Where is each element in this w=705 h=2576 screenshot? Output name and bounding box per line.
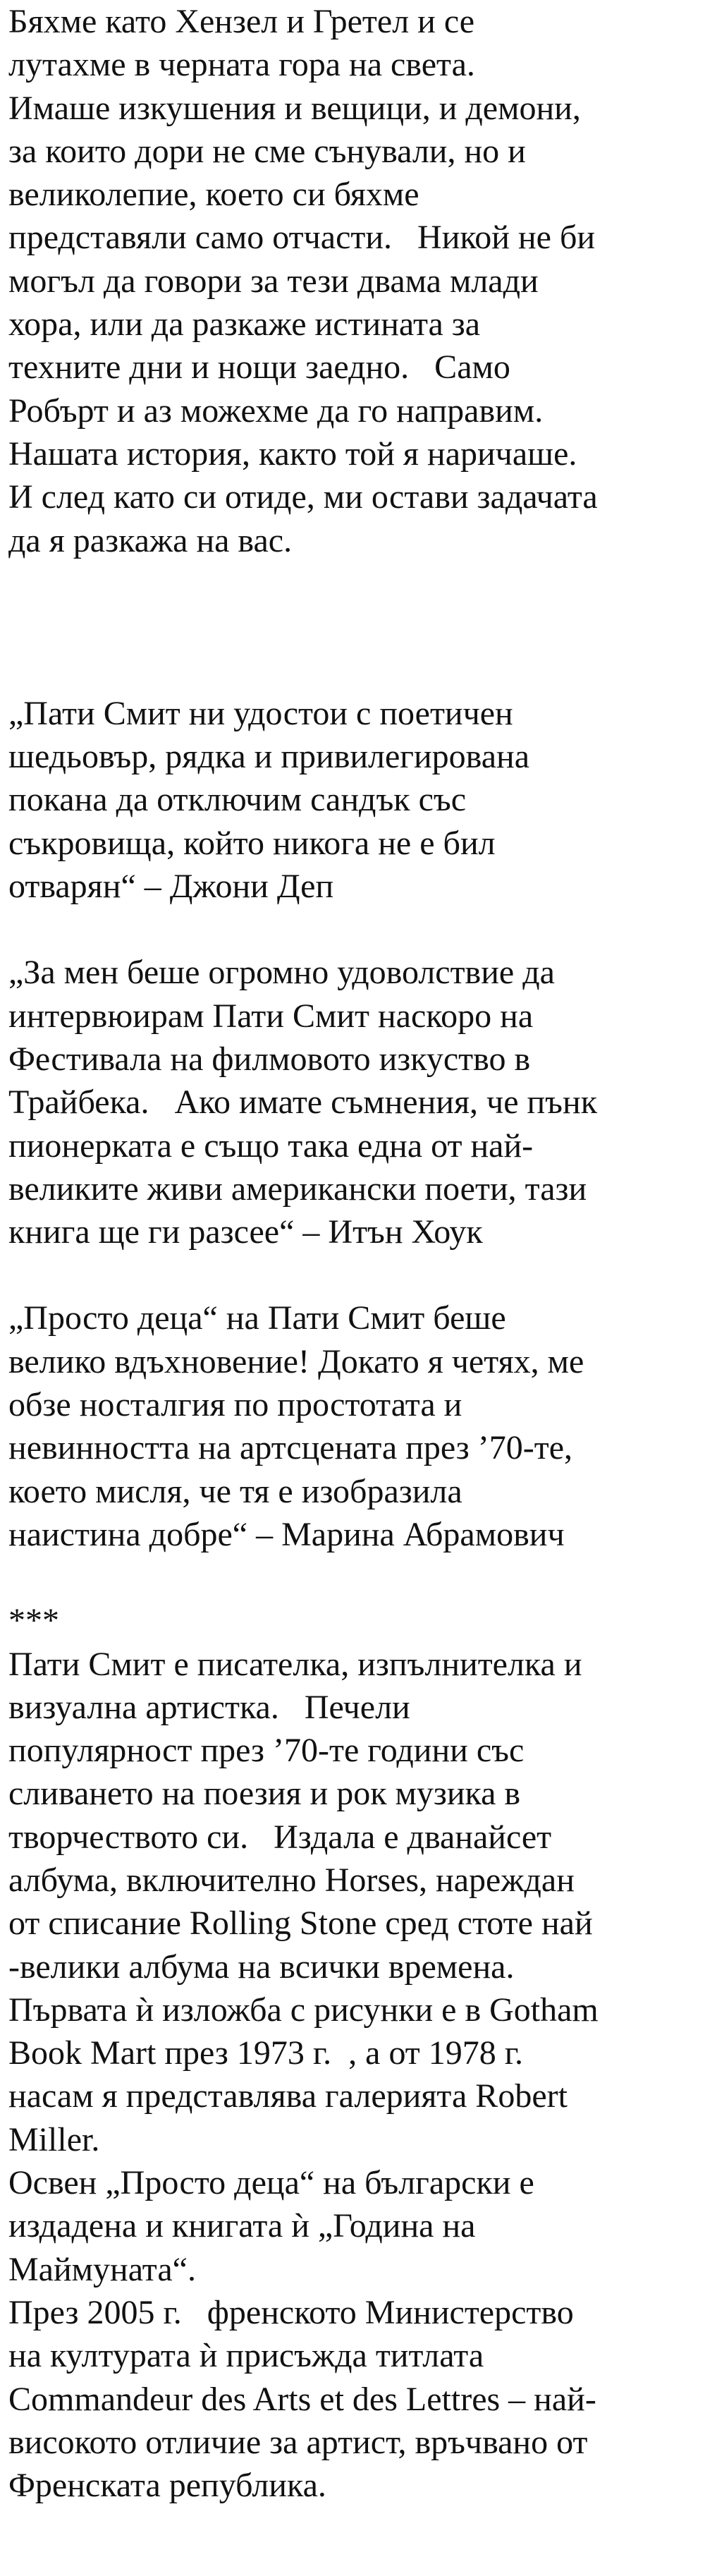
text-line: сливането на поезия и рок музика в xyxy=(8,1775,521,1813)
text-line: обзе носталгия по простотата и xyxy=(8,1386,462,1424)
quote-ethan-hawke xyxy=(8,951,699,1253)
quote-marina-abramovic xyxy=(8,1296,699,1556)
spacer xyxy=(8,562,699,692)
text-line: И след като си отиде, ми остави задачата xyxy=(8,478,598,516)
text-line: Нашата история, както той я наричаше. xyxy=(8,435,577,473)
text-line: издадена и книгата ѝ „Година на xyxy=(8,2207,476,2245)
text-line: творчеството си. Издала е дванайсет xyxy=(8,1818,552,1856)
text-line: интервюирам Пати Смит наскоро на xyxy=(8,997,534,1035)
text-line: шедьовър, рядка и привилегирована xyxy=(8,738,530,776)
quote-johnny-depp xyxy=(8,692,699,908)
text-line: могъл да говори за тези двама млади xyxy=(8,262,539,300)
text-line: наистина добре“ – Марина Абрамович xyxy=(8,1515,565,1553)
text-line: Book Mart през 1973 г. , а от 1978 г. xyxy=(8,2034,524,2072)
text-line: великолепие, което си бяхме xyxy=(8,176,419,214)
text-line: Commandeur des Arts et des Lettres – най- xyxy=(8,2380,596,2418)
text-line: албума, включително Horses, нареждан xyxy=(8,1861,575,1899)
text-line: популярност през ’70-те години със xyxy=(8,1732,525,1770)
intro-paragraph xyxy=(8,0,699,562)
text-line: представяли само отчасти. Никой не би xyxy=(8,219,596,257)
text-line: Трайбека. Ако имате съмнения, че пънк xyxy=(8,1083,598,1122)
author-bio xyxy=(8,1643,699,2508)
text-line: покана да отключим сандък със xyxy=(8,781,467,819)
text-line: Френската република. xyxy=(8,2467,326,2505)
text-line: да я разкажа на вас. xyxy=(8,521,293,559)
text-line: „Пати Смит ни удостои с поетичен xyxy=(8,694,513,732)
text-line: Освен „Просто деца“ на български е xyxy=(8,2164,534,2202)
text-line: -велики албума на всички времена. xyxy=(8,1948,515,1986)
text-line: на културата ѝ присъжда титлата xyxy=(8,2337,484,2375)
text-line: лутахме в черната гора на света. xyxy=(8,46,475,84)
spacer xyxy=(8,1253,699,1296)
text-line: „Просто деца“ на Пати Смит беше xyxy=(8,1299,506,1337)
text-line: Пати Смит е писателка, изпълнителка и xyxy=(8,1645,582,1683)
text-line: съкровища, който никога не е бил xyxy=(8,824,496,862)
text-line: пионерката е също така една от най- xyxy=(8,1126,534,1165)
text-line: невинността на артсцената през ’70-те, xyxy=(8,1429,572,1467)
text-line: хора, или да разкаже истината за xyxy=(8,305,481,344)
text-line: великите живи американски поети, тази xyxy=(8,1169,587,1208)
spacer xyxy=(8,1556,699,1599)
text-line: Фестивала на филмовото изкуство в xyxy=(8,1040,531,1078)
text-line: техните дни и нощи заедно. Само xyxy=(8,348,510,387)
text-line: „За мен беше огромно удоволствие да xyxy=(8,954,555,992)
text-line: Имаше изкушения и вещици, и демони, xyxy=(8,89,581,127)
text-line: Маймуната“. xyxy=(8,2250,196,2288)
text-line: от списание Rolling Stone сред стоте най xyxy=(8,1904,593,1943)
text-line: насам я представлява галерията Robert xyxy=(8,2077,568,2115)
text-line: високото отличие за артист, връчвано от xyxy=(8,2423,588,2461)
spacer xyxy=(8,908,699,951)
book-back-cover-text xyxy=(8,0,699,2507)
text-line: Първата ѝ изложба с рисунки е в Gotham xyxy=(8,1991,599,2029)
text-line: книга ще ги разсее“ – Итън Хоук xyxy=(8,1213,483,1251)
text-line: което мисля, че тя е изобразила xyxy=(8,1472,462,1510)
text-line: отварян“ – Джони Деп xyxy=(8,868,334,906)
text-line: Робърт и аз можехме да го направим. xyxy=(8,391,544,430)
text-line: за които дори не сме сънували, но и xyxy=(8,132,526,170)
text-line: През 2005 г. френското Министерство xyxy=(8,2293,574,2331)
text-line: Miller. xyxy=(8,2120,100,2158)
text-line: визуална артистка. Печели xyxy=(8,1688,410,1726)
section-separator: *** xyxy=(8,1602,59,1640)
text-line: велико вдъхновение! Докато я четях, ме xyxy=(8,1342,584,1380)
text-line: Бяхме като Хензел и Гретел и се xyxy=(8,3,475,40)
